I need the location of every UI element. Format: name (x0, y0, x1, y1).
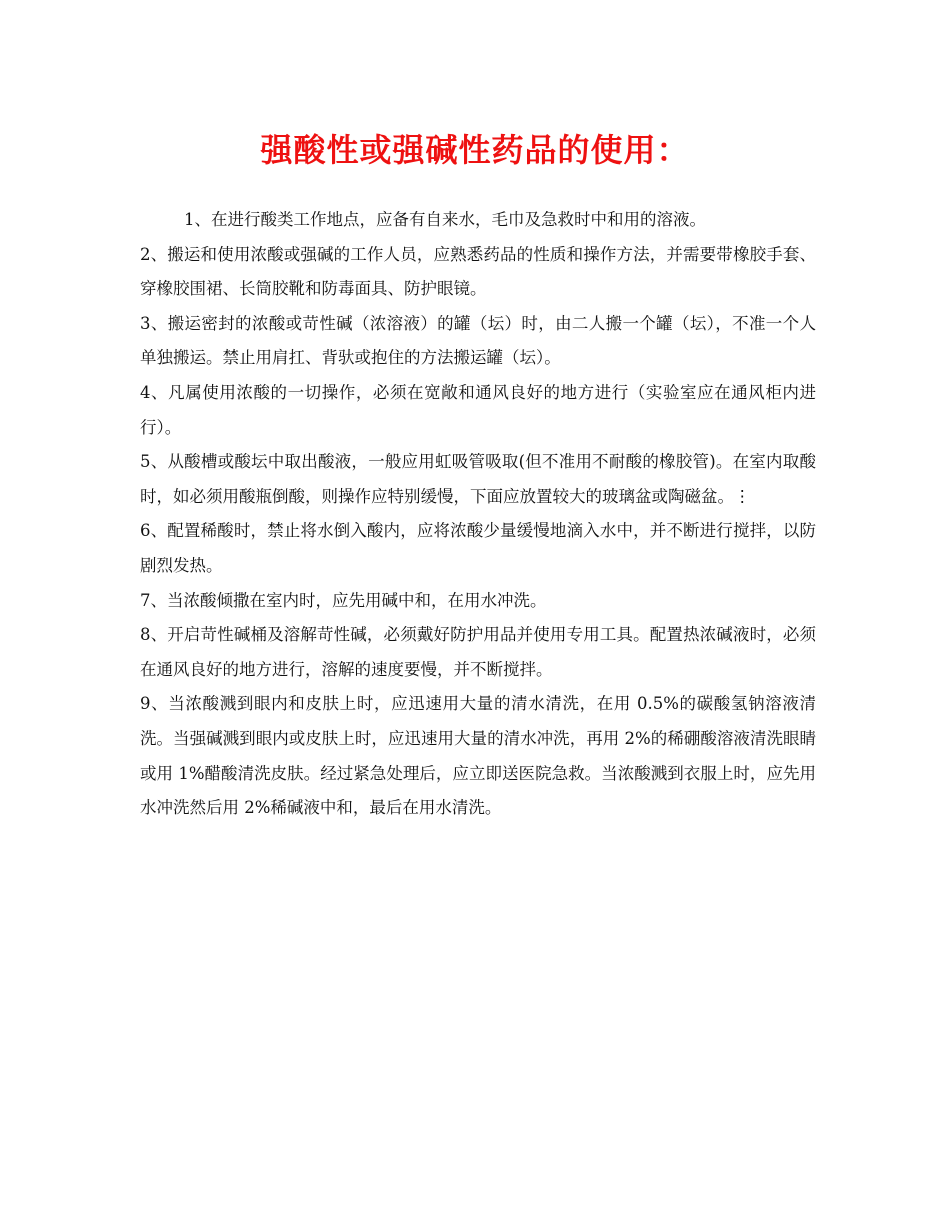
paragraph-9: 9、当浓酸溅到眼内和皮肤上时，应迅速用大量的清水清洗，在用 0.5%的碳酸氢钠溶液清洗。当强碱溅到眼内或皮肤上时，应迅速用大量的清水冲洗，再用 2%的稀硼酸溶液清洗眼睛或用 1%醋酸清洗皮肤。经过紧急处理后，应立即送医院急救。当浓酸溅到衣服上时，应先用水冲洗然后用 2%稀碱液中和，最后在用水清洗。 (140, 694, 816, 818)
document-body (140, 203, 816, 826)
paragraph-8: 8、开启苛性碱桶及溶解苛性碱，必须戴好防护用品并使用专用工具。配置热浓碱液时，必须在通风良好的地方进行，溶解的速度要慢，并不断搅拌。 (140, 625, 816, 679)
paragraph-1: 1、在进行酸类工作地点，应备有自来水，毛巾及急救时中和用的溶液。 (184, 210, 706, 229)
paragraph-6: 6、配置稀酸时，禁止将水倒入酸内，应将浓酸少量缓慢地滴入水中，并不断进行搅拌，以防剧烈发热。 (140, 521, 816, 575)
paragraph-3: 3、搬运密封的浓酸或苛性碱（浓溶液）的罐（坛）时，由二人搬一个罐（坛），不准一个人单独搬运。禁止用肩扛、背驮或抱住的方法搬运罐（坛）。 (140, 313, 816, 368)
paragraph-4: 4、凡属使用浓酸的一切操作，必须在宽敞和通风良好的地方进行（实验室应在通风柜内进行）。 (140, 382, 816, 437)
paragraph-2: 2、搬运和使用浓酸或强碱的工作人员，应熟悉药品的性质和操作方法，并需要带橡胶手套、穿橡胶围裙、长筒胶靴和防毒面具、防护眼镜。 (140, 244, 816, 299)
page-title: 强酸性或强碱性药品的使用： (260, 131, 690, 169)
paragraph-7: 7、当浓酸倾撒在室内时，应先用碱中和，在用水冲洗。 (140, 590, 547, 610)
paragraph-5: 5、从酸槽或酸坛中取出酸液，一般应用虹吸管吸取(但不准用不耐酸的橡胶管)。在室内取酸时，如必须用酸瓶倒酸，则操作应特别缓慢，下面应放置较大的玻璃盆或陶磁盆。⋮ (140, 452, 816, 506)
